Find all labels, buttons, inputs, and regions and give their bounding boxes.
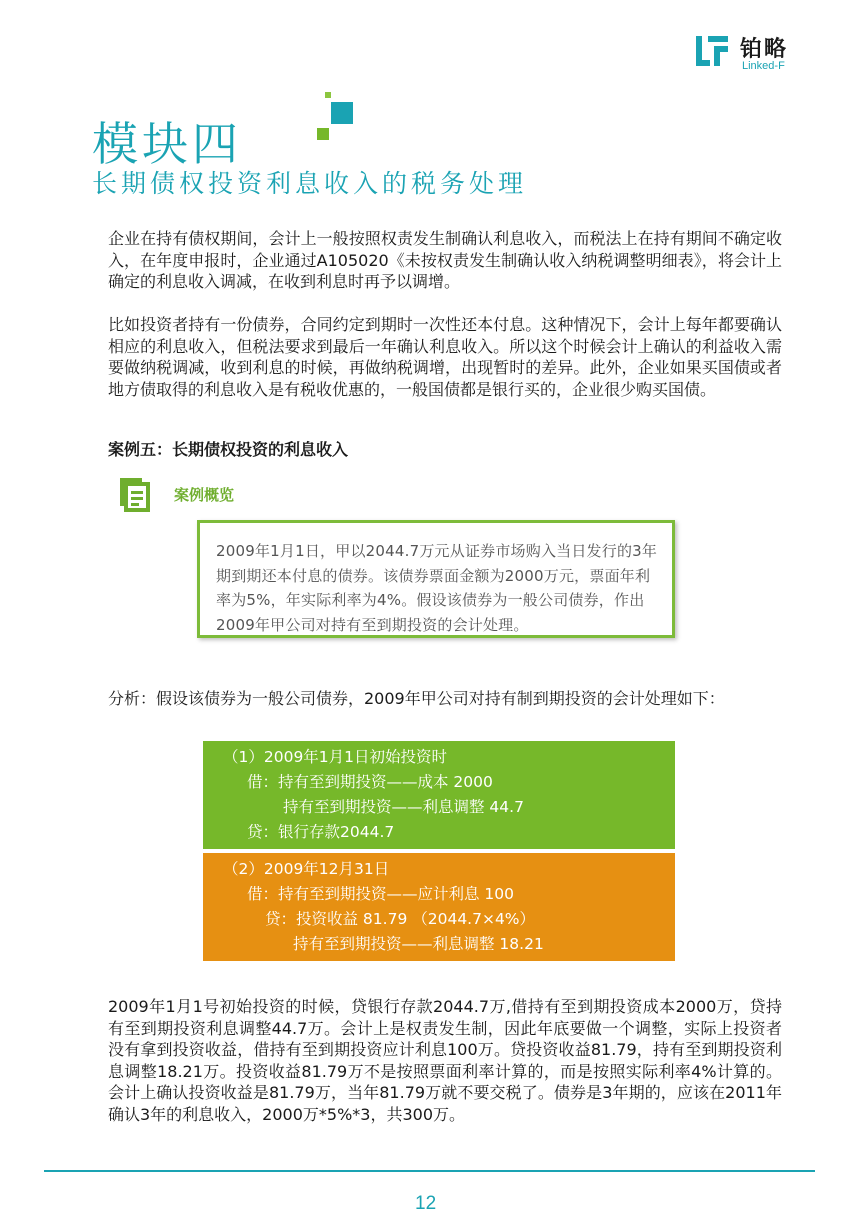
title-decoration xyxy=(317,92,353,144)
entry-debit: 借：持有至到期投资——应计利息 100 xyxy=(247,885,515,903)
logo-text-en: Linked-F xyxy=(742,60,785,72)
case-overview-box xyxy=(197,520,675,638)
document-list-icon xyxy=(112,474,152,514)
brand-logo xyxy=(694,32,814,76)
entry-credit-cont: 持有至到期投资——利息调整 18.21 xyxy=(293,935,544,953)
paragraph-intro: 企业在持有债权期间，会计上一般按照权责发生制确认利息收入，而税法上在持有期间不确定收入，在年度申报时，企业通过A105020《未按权责发生制确认收入纳税调整明细表》，将会计上确定的利息收入调减，在收到利息时再予以调增。 xyxy=(108,229,782,291)
module-title: 模块四 xyxy=(92,117,242,171)
entry-heading: （1）2009年1月1日初始投资时 xyxy=(223,748,448,766)
analysis-text: 分析：假设该债券为一般公司债券，2009年甲公司对持有制到期投资的会计处理如下： xyxy=(108,689,725,708)
case-overview-text: 2009年1月1日，甲以2044.7万元从证券市场购入当日发行的3年期到期还本付息的债券。该债券票面金额为2000万元，票面年利率为5%，年实际利率为4%。假设该债券为一般公司债券，作出2009年甲公司对持有至到期投资的会计处理。 xyxy=(216,542,658,634)
entry-credit: 贷：投资收益 81.79 （2044.7×4%） xyxy=(265,910,536,928)
entry-box-yearend xyxy=(203,853,675,961)
entry-credit: 贷：银行存款2044.7 xyxy=(247,823,395,841)
entry-heading: （2）2009年12月31日 xyxy=(223,860,390,878)
case-title: 案例五：长期债权投资的利息收入 xyxy=(108,440,349,459)
paragraph-explanation: 2009年1月1号初始投资的时候，贷银行存款2044.7万,借持有至到期投资成本2000万，贷持有至到期投资利息调整44.7万。会计上是权责发生制，因此年底要做一个调整，实际上投资者没有拿到投资收益，借持有至到期投资应计利息100万。贷投资收益81.79，持有至到期投资利息调整18.21万。投资收益81.79万不是按照票面利率计算的，而是按照实际利率4%计算的。会计上确认投资收益是81.79万，当年81.79万就不要交税了。债券是3年期的，应该在2011年确认3年的利息收入，2000万*5%*3，共300万。 xyxy=(108,997,782,1124)
entry-debit: 借：持有至到期投资——成本 2000 xyxy=(247,773,493,791)
module-subtitle: 长期债权投资利息收入的税务处理 xyxy=(92,169,528,198)
page-number: 12 xyxy=(415,1193,437,1214)
entry-debit-cont: 持有至到期投资——利息调整 44.7 xyxy=(283,798,524,816)
case-overview-label: 案例概览 xyxy=(174,486,235,504)
paragraph-example: 比如投资者持有一份债券，合同约定到期时一次性还本付息。这种情况下，会计上每年都要确认相应的利息收入，但税法要求到最后一年确认利息收入。所以这个时候会计上确认的利益收入需要做纳税调减，收到利息的时候，再做纳税调增，出现暂时的差异。此外，企业如果买国债或者地方债取得的利息收入是有税收优惠的，一般国债都是银行买的，企业很少购买国债。 xyxy=(108,315,782,399)
logo-text-cn: 铂略 xyxy=(740,37,789,62)
logo-mark-icon xyxy=(694,34,730,70)
footer-divider xyxy=(44,1170,815,1172)
entry-box-initial xyxy=(203,741,675,849)
